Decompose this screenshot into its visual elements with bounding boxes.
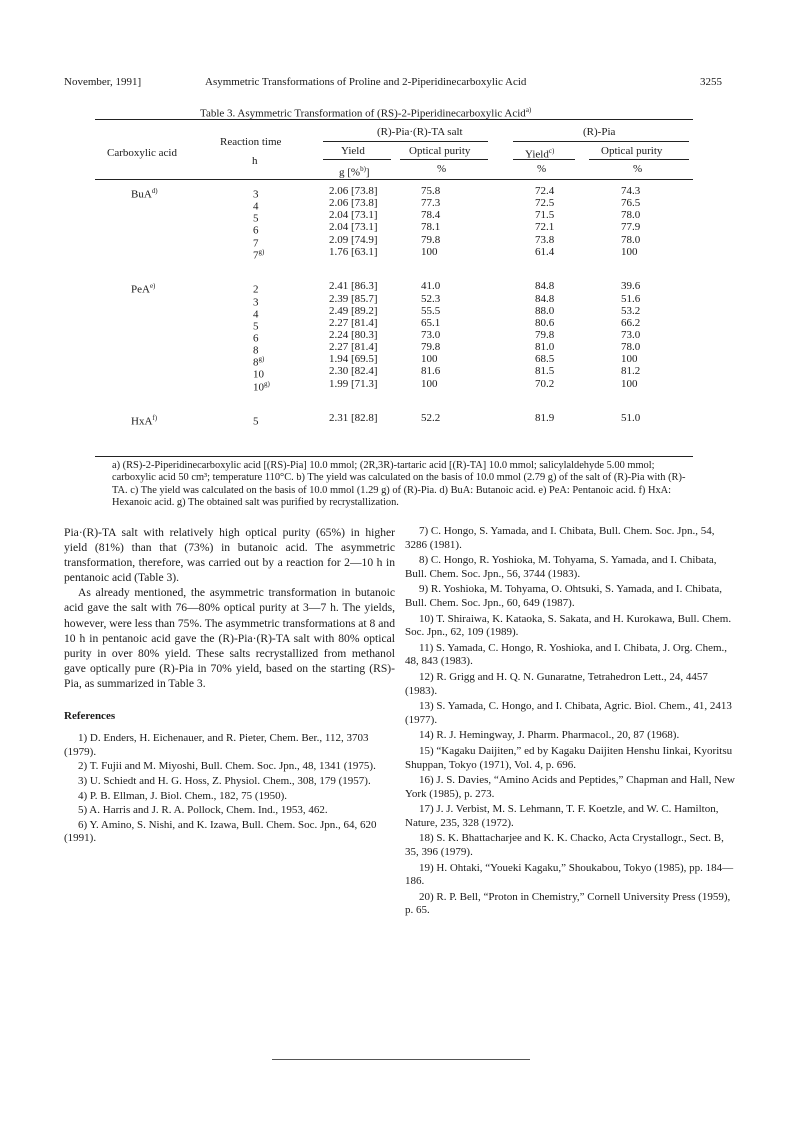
reference-item: 3) U. Schiedt and H. G. Hoss, Z. Physiol. Chem., 308, 179 (1957). [78,774,371,787]
table-bottom-rule [95,456,693,457]
cell-salt-op: 78.1 [421,221,441,234]
reference-item: 13) S. Yamada, C. Hongo, and I. Chibata, Agric. Biol. Chem., 41, 2413 (1977). [405,700,732,726]
cell-pia-op: 78.0 [621,233,641,246]
cell-salt-op: 79.8 [421,341,441,354]
col-header-pia-optical-purity: Optical purity [601,145,663,157]
body-paragraph-2: As already mentioned, the asymmetric transformation in butanoic acid gave the salt with 76—80% optical purity at 3—7 h. The yields, however, were less than 75%. The asymmetric transformations at 8 and 10 h in pentanoic acid gave the (R)-Pia·(R)-TA salt with 80% optical purity in over 80% yield. These salts recrystallized from methanol gave optically pure (R)-Pia in 70% yield, based on the starting (RS)-Pia, as summarized in Table 3. [64,586,395,690]
cell-pia-op: 51.6 [621,292,641,305]
reference-item: 4) P. B. Ellman, J. Biol. Chem., 182, 75 (1950). [78,789,287,802]
cell-salt-yield: 2.49 [89.2] [329,304,378,317]
cell-reaction-time: 6 [253,225,259,238]
cell-pia-yield: 61.4 [535,245,555,258]
cell-salt-op: 73.0 [421,328,441,341]
running-header-title: Asymmetric Transformations of Proline and 2-Piperidinecarboxylic Acid [205,76,527,88]
reference-item: 17) J. J. Verbist, M. S. Lehmann, T. F. Koetzle, and W. C. Hamilton, Nature, 235, 328 (1972). [405,803,719,829]
cell-reaction-time: 4 [253,200,259,213]
reference-item: 8) C. Hongo, R. Yoshioka, M. Tohyama, S. Yamada, and I. Chibata, Bull. Chem. Soc. Jpn., 56, 3744 (1983). [405,554,717,580]
cell-pia-op: 100 [621,377,638,390]
cell-reaction-time: 3 [253,296,259,309]
cell-salt-yield: 2.39 [85.7] [329,292,378,305]
cell-salt-op: 52.2 [421,412,441,425]
cell-salt-yield: 2.41 [86.3] [329,280,378,293]
cell-reaction-time: 2 [253,284,259,297]
cell-salt-yield: 2.24 [80.3] [329,328,378,341]
reference-item: 19) H. Ohtaki, “Youeki Kagaku,” Shoukabou, Tokyo (1985), pp. 184—186. [405,861,734,888]
cell-pia-yield: 79.8 [535,328,555,341]
unit-salt-yield: g [%$^{b)}$] [339,165,370,179]
cell-salt-op: 100 [421,353,438,366]
cell-pia-op: 73.0 [621,328,641,341]
cell-salt-op: 78.4 [421,209,441,222]
reference-item: 11) S. Yamada, C. Hongo, R. Yoshioka, and I. Chibata, J. Org. Chem., 48, 843 (1983). [405,641,728,668]
cell-salt-yield: 1.76 [63.1] [329,245,378,258]
cell-salt-yield: 2.27 [81.4] [329,341,378,354]
cell-pia-op: 77.9 [621,221,641,234]
sub-rule-2 [400,159,488,160]
cell-reaction-time: 8 [253,344,259,357]
cell-salt-yield: 1.99 [71.3] [329,377,378,390]
cell-pia-op: 53.2 [621,304,641,317]
reference-item: 6) Y. Amino, S. Nishi, and K. Izawa, Bull. Chem. Soc. Jpn., 64, 620 (1991). [64,818,377,845]
reference-item: 5) A. Harris and J. R. A. Pollock, Chem. Ind., 1953, 462. [78,804,328,817]
col-header-salt-optical-purity: Optical purity [409,145,471,157]
sub-rule-1 [323,159,391,160]
cell-salt-yield: 2.06 [73.8] [329,197,378,210]
cell-reaction-time: 7 [253,237,259,250]
col-header-reaction-time: Reaction time [220,136,282,148]
references-heading: References [64,710,116,723]
group-rule-salt [323,141,488,142]
reference-item: 1) D. Enders, H. Eichenauer, and R. Pieter, Chem. Ber., 112, 3703 (1979). [64,732,369,758]
cell-pia-yield: 72.5 [535,197,555,210]
cell-salt-yield: 2.31 [82.8] [329,412,378,425]
cell-salt-op: 75.8 [421,185,441,197]
cell-salt-op: 81.6 [421,365,441,378]
cell-pia-op: 66.2 [621,316,641,329]
cell-salt-yield: 2.04 [73.1] [329,221,378,234]
cell-pia-yield: 73.8 [535,233,555,246]
acid-label: HxA$^{f)}$ [131,414,158,428]
end-rule [272,1059,530,1060]
cell-salt-op: 65.1 [421,316,441,329]
cell-salt-yield: 2.04 [73.1] [329,209,378,222]
acid-label: BuA$^{d)}$ [131,187,158,201]
cell-pia-yield: 68.5 [535,353,555,366]
cell-reaction-time: 5 [253,320,259,333]
cell-pia-op: 100 [621,353,638,366]
body-paragraph-1: Pia·(R)-TA salt with relatively high optical purity (65%) in higher yield (81%) than that (73%) in butanoic acid. The asymmetric transformation, therefore, was carried out by a reaction for 2—10 h in pentanoic acid (Table 3). [64,526,395,585]
col-header-pia-yield: Yield$^{c)}$ [525,147,555,161]
reference-item: 7) C. Hongo, S. Yamada, and I. Chibata, Bull. Chem. Soc. Jpn., 54, 3286 (1981). [405,525,715,551]
cell-salt-yield: 1.94 [69.5] [329,353,378,366]
cell-pia-op: 81.2 [621,365,641,378]
cell-pia-yield: 88.0 [535,304,555,317]
cell-salt-op: 41.0 [421,280,441,293]
unit-salt-optical-purity: % [437,163,447,175]
reference-item: 12) R. Grigg and H. Q. N. Gunaratne, Tetrahedron Lett., 24, 4457 (1983). [405,670,708,697]
page-number: 3255 [700,76,722,88]
cell-salt-yield: 2.27 [81.4] [329,316,378,329]
group-rule-pia [513,141,689,142]
cell-reaction-time: 5 [253,415,259,428]
reference-item: 14) R. J. Hemingway, J. Pharm. Pharmacol., 20, 87 (1968). [419,729,680,742]
cell-salt-yield: 2.06 [73.8] [329,185,378,197]
reference-item: 2) T. Fujii and M. Miyoshi, Bull. Chem. Soc. Jpn., 48, 1341 (1975). [78,760,376,773]
cell-pia-op: 51.0 [621,412,641,425]
cell-pia-yield: 72.4 [535,185,555,197]
cell-reaction-time: 8$^{g)}$ [253,355,265,369]
cell-pia-yield: 81.0 [535,341,555,354]
reference-item: 10) T. Shiraiwa, K. Kataoka, S. Sakata, and H. Kurokawa, Bull. Chem. Soc. Jpn., 62, 109 (1989). [405,612,732,639]
table-header-rule [95,179,693,180]
cell-salt-op: 79.8 [421,233,441,246]
running-header-date: November, 1991] [64,76,142,88]
cell-pia-op: 100 [621,245,638,258]
cell-reaction-time: 10$^{g)}$ [253,379,270,394]
col-header-reaction-time-unit: h [252,155,258,167]
reference-item: 20) R. P. Bell, “Proton in Chemistry,” Cornell University Press (1959), p. 65. [405,890,731,917]
col-group-pia: (R)-Pia [583,126,616,138]
cell-salt-op: 77.3 [421,197,441,210]
cell-reaction-time: 3 [253,188,259,201]
cell-pia-yield: 84.8 [535,292,555,305]
col-header-salt-yield: Yield [341,145,365,157]
table-top-rule [95,119,693,120]
reference-item: 16) J. S. Davies, “Amino Acids and Peptides,” Chapman and Hall, New York (1985), p. 273. [405,774,735,800]
cell-pia-op: 78.0 [621,209,641,222]
cell-salt-op: 52.3 [421,292,441,305]
reference-item: 9) R. Yoshioka, M. Tohyama, O. Ohtsuki, S. Yamada, and I. Chibata, Bull. Chem. Soc. Jpn., 60, 649 (1987). [405,583,723,609]
sub-rule-4 [589,159,689,160]
cell-pia-op: 74.3 [621,185,641,197]
col-header-carboxylic-acid: Carboxylic acid [107,147,177,159]
col-group-salt: (R)-Pia·(R)-TA salt [377,126,463,138]
reference-item: 18) S. K. Bhattacharjee and K. K. Chacko, Acta Crystallogr., Sect. B, 35, 396 (1979). [405,832,724,859]
cell-salt-op: 100 [421,245,438,258]
cell-pia-op: 39.6 [621,280,641,293]
cell-pia-yield: 84.8 [535,280,555,293]
cell-reaction-time: 5 [253,212,259,225]
reference-list-left [64,732,395,846]
table-caption: Table 3. Asymmetric Transformation of (RS)-2-Piperidinecarboxylic Acid$^{a)}$ [200,106,532,120]
left-column [64,525,395,847]
unit-pia-yield: % [537,163,547,175]
cell-pia-yield: 80.6 [535,316,555,329]
unit-pia-optical-purity: % [633,163,643,175]
cell-reaction-time: 10 [253,369,264,382]
reference-item: 15) “Kagaku Daijiten,” ed by Kagaku Daijiten Henshu Iinkai, Kyoritsu Shuppan, Tokyo (1971), Vol. 4, p. 696. [405,744,733,771]
cell-pia-yield: 70.2 [535,377,555,390]
cell-pia-op: 76.5 [621,197,641,210]
cell-salt-op: 55.5 [421,304,441,317]
cell-pia-yield: 81.9 [535,412,555,425]
acid-label: PeA$^{e)}$ [131,282,156,297]
cell-reaction-time: 6 [253,332,259,345]
cell-pia-yield: 71.5 [535,209,555,222]
cell-salt-yield: 2.09 [74.9] [329,233,378,246]
sub-rule-3 [513,159,575,160]
table-footnote: a) (RS)-2-Piperidinecarboxylic acid [(RS)-Pia] 10.0 mmol; (2R,3R)-tartaric acid [(R)-TA] 10.0 mmol; salicylaldehyde 5.00 mmol; carboxylic acid 50 cm³; temperature 110°C. b) The yield was calculated on the basis of 10.0 mmol (2.79 g) of the salt of (R)-Pia with (R)-TA. c) The yield was calculated on the basis of 10.0 mmol (1.29 g) of (R)-Pia. d) BuA: Butanoic acid. e) PeA: Pentanoic acid. f) HxA: Hexanoic acid. g) The obtained salt was purified by recrystallization. [112,460,686,509]
cell-reaction-time: 4 [253,308,259,321]
cell-pia-yield: 81.5 [535,365,555,378]
cell-pia-yield: 72.1 [535,221,555,234]
cell-salt-yield: 2.30 [82.4] [329,365,378,378]
cell-pia-op: 78.0 [621,341,641,354]
cell-reaction-time: 7$^{g)}$ [253,247,265,262]
right-column [405,525,735,920]
cell-salt-op: 100 [421,377,438,390]
reference-list-right [405,525,735,918]
